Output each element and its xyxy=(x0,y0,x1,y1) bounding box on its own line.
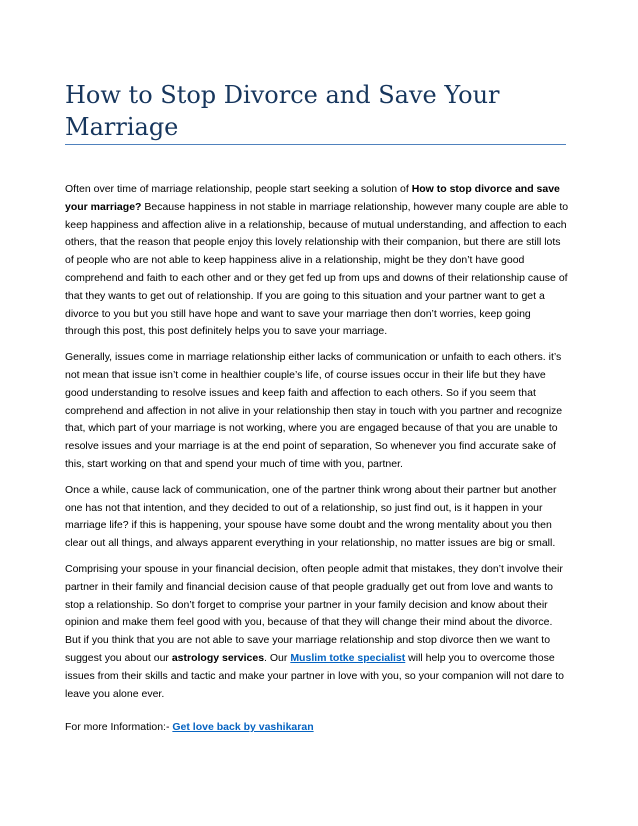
article-body xyxy=(65,181,569,711)
document-title: How to Stop Divorce and Save Your Marriage xyxy=(65,81,500,141)
paragraph-2: Generally, issues come in marriage relationship either lacks of communication or unfaith to each others. it’s not mean that issue isn’t come in healthier couple’s life, of course issues occur in their life but they have good understanding to resolve issues and keep faith and affection to each others. So if you seem that comprehend and affection in not alive in your relationship then stay in touch with you partner and recognize that, which part of your marriage is not working, where you are engaged because of that you are unable to resolve issues and your marriage is at the end point of separation, So whenever you find accurate sake of this, start working on that and spend your much of time with you, partner. xyxy=(65,351,563,470)
more-information-line xyxy=(65,719,569,737)
paragraph-4-text-before: Comprising your spouse in your financial decision, often people admit that mistakes, they don’t involve their partner in their family and financial decision cause of that people gradually get out from love and wants to stop a relationship. So don’t forget to comprise your partner in your family decision and know about their opinion and make them feel good with you, because of that they will change their mind about the divorce. But if you think that you are not able to save your marriage relationship and stop divorce then we want to suggest you about our xyxy=(65,562,563,664)
title-divider xyxy=(65,144,566,145)
paragraph-4-text-after: will help you to overcome those issues from their skills and tactic and make your partner in love with you, so your companion will not dare to leave you alone ever. xyxy=(65,651,564,700)
paragraph-1-text-after: Because happiness in not stable in marriage relationship, however many couple are able to keep happiness and affection alive in a relationship, because of mutual understanding, and affection to each others, that the reason that people enjoy this lovely relationship with their companion, but there are still lots of people who are not able to keep happiness alive in a relationship, might be they don’t have good comprehend and faith to each other and or they get fed up from ups and downs of their relationship cause of that they wants to get out of relationship. If you are going to this situation and your partner want to get a divorce to you but you still have hope and want to save your marriage then don’t worries, keep going through this post, this post definitely helps you to save your marriage. xyxy=(65,200,569,338)
paragraph-1-bold-phrase: How to stop divorce and save your marriage? xyxy=(65,183,560,213)
muslim-totke-specialist-link[interactable]: Muslim totke specialist xyxy=(290,651,406,664)
paragraph-1 xyxy=(65,181,569,341)
get-love-back-link[interactable]: Get love back by vashikaran xyxy=(172,721,314,733)
astrology-services-phrase: astrology services xyxy=(171,651,265,664)
more-information-label: For more Information:- xyxy=(65,721,173,733)
paragraph-4 xyxy=(65,561,569,703)
paragraph-3: Once a while, cause lack of communication, one of the partner think wrong about their partner but another one has not that intention, and they decided to out of a relationship, so just find out, is it happen in your marriage life? if this is happening, your spouse have some doubt and the wrong mentality about you then clear out all things, and always apparent everything in your relationship, no matter issues are big or small. xyxy=(65,483,557,550)
paragraph-4-text-middle: . Our xyxy=(264,651,291,664)
paragraph-1-text-before: Often over time of marriage relationship, people start seeking a solution of xyxy=(65,183,412,195)
